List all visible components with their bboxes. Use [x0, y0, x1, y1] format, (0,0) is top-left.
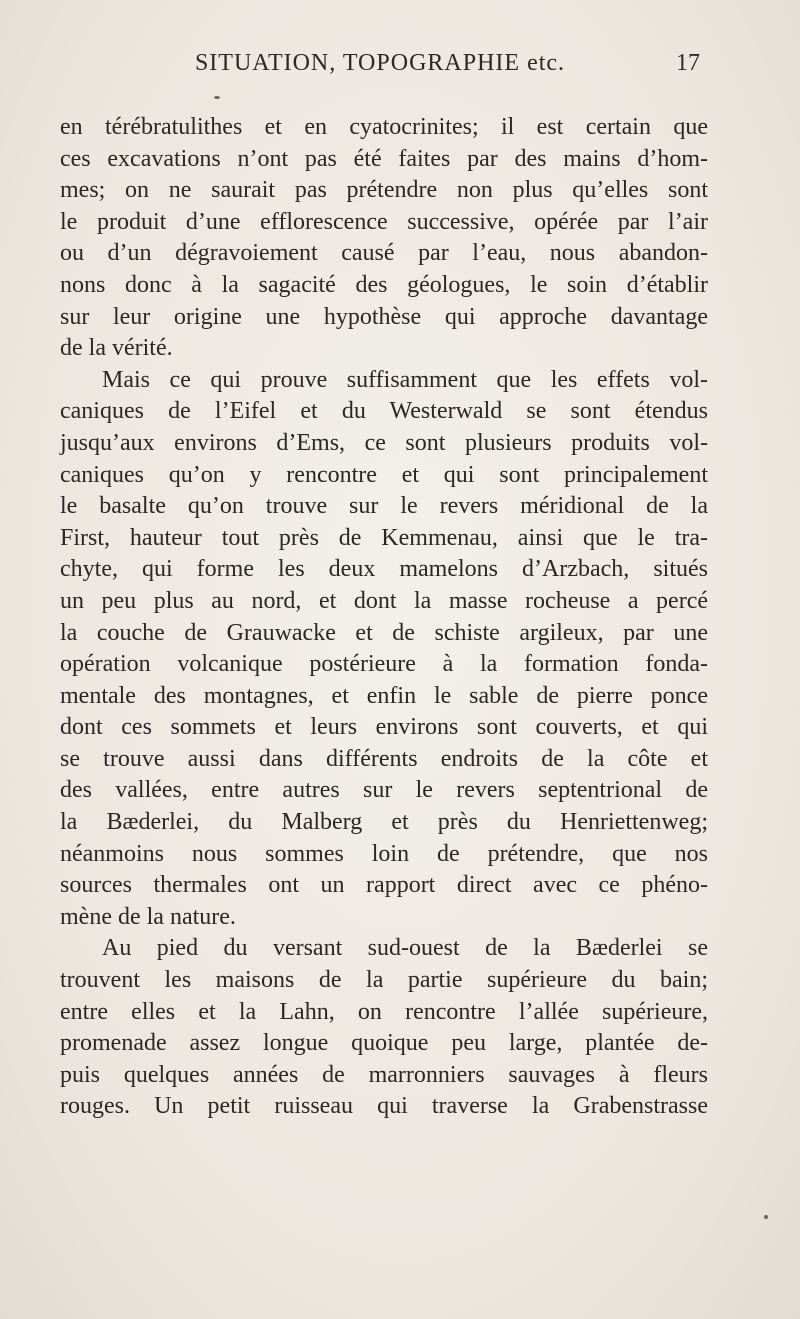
text-line: trouvent les maisons de la partie supérieure du bain; [60, 967, 708, 994]
text-line: puis quelques années de marronniers sauvages à fleurs [60, 1061, 708, 1088]
text-line: opération volcanique postérieure à la formation fonda- [60, 651, 708, 678]
text-line: en térébratulithes et en cyatocrinites; il est certain que [60, 114, 708, 140]
running-title: SITUATION, TOPOGRAPHIE etc. [194, 50, 566, 76]
page-header [60, 50, 700, 90]
text-line: rouges. Un petit ruisseau qui traverse la Grabenstrasse [60, 1093, 708, 1120]
text-line: caniques de l’Eifel et du Westerwald se sont étendus [60, 398, 708, 425]
page-number: 17 [676, 50, 700, 76]
text-line: sources thermales ont un rapport direct avec ce phéno- [60, 872, 708, 899]
text-line: promenade assez longue quoique peu large, plantée de- [60, 1030, 708, 1057]
text-line: néanmoins nous sommes loin de prétendre, que nos [60, 840, 708, 867]
text-line: caniques qu’on y rencontre et qui sont principalement [60, 461, 708, 488]
text-line: entre elles et la Lahn, on rencontre l’allée supérieure, [60, 998, 708, 1025]
text-line: un peu plus au nord, et dont la masse rocheuse a percé [60, 587, 708, 614]
paragraph-start-line: Au pied du versant sud-ouest de la Bæderlei se [102, 935, 708, 962]
text-line: la Bæderlei, du Malberg et près du Henriettenweg; [60, 809, 708, 836]
paragraph-end-line: de la vérité. [60, 335, 173, 362]
text-line: nons donc à la sagacité des géologues, le soin d’établir [60, 271, 708, 298]
text-line: des vallées, entre autres sur le revers septentrional de [60, 777, 708, 804]
text-line: se trouve aussi dans différents endroits de la côte et [60, 745, 708, 772]
paper-speck [764, 1215, 768, 1219]
text-line: le produit d’une efflorescence successive, opérée par l’air [60, 208, 708, 235]
text-line: mentale des montagnes, et enfin le sable de pierre ponce [60, 682, 708, 709]
text-line: chyte, qui forme les deux mamelons d’Arzbach, situés [60, 556, 708, 583]
paragraph-end-line: mène de la nature. [60, 903, 236, 930]
text-line: First, hauteur tout près de Kemmenau, ainsi que le tra- [60, 524, 708, 551]
text-line: la couche de Grauwacke et de schiste argileux, par une [60, 619, 708, 646]
text-line: sur leur origine une hypothèse qui approche davantage [60, 303, 708, 330]
text-line: dont ces sommets et leurs environs sont couverts, et qui [60, 714, 708, 741]
text-line: ou d’un dégravoiement causé par l’eau, nous abandon- [60, 240, 708, 267]
paper-speck [214, 96, 220, 99]
text-line: ces excavations n’ont pas été faites par des mains d’hom- [60, 145, 708, 172]
paragraph-start-line: Mais ce qui prouve suffisamment que les effets vol- [102, 366, 708, 393]
body-text [60, 112, 708, 1123]
text-line: le basalte qu’on trouve sur le revers méridional de la [60, 493, 708, 520]
text-line: mes; on ne saurait pas prétendre non plus qu’elles sont [60, 177, 708, 204]
text-line: jusqu’aux environs d’Ems, ce sont plusieurs produits vol- [60, 429, 708, 456]
